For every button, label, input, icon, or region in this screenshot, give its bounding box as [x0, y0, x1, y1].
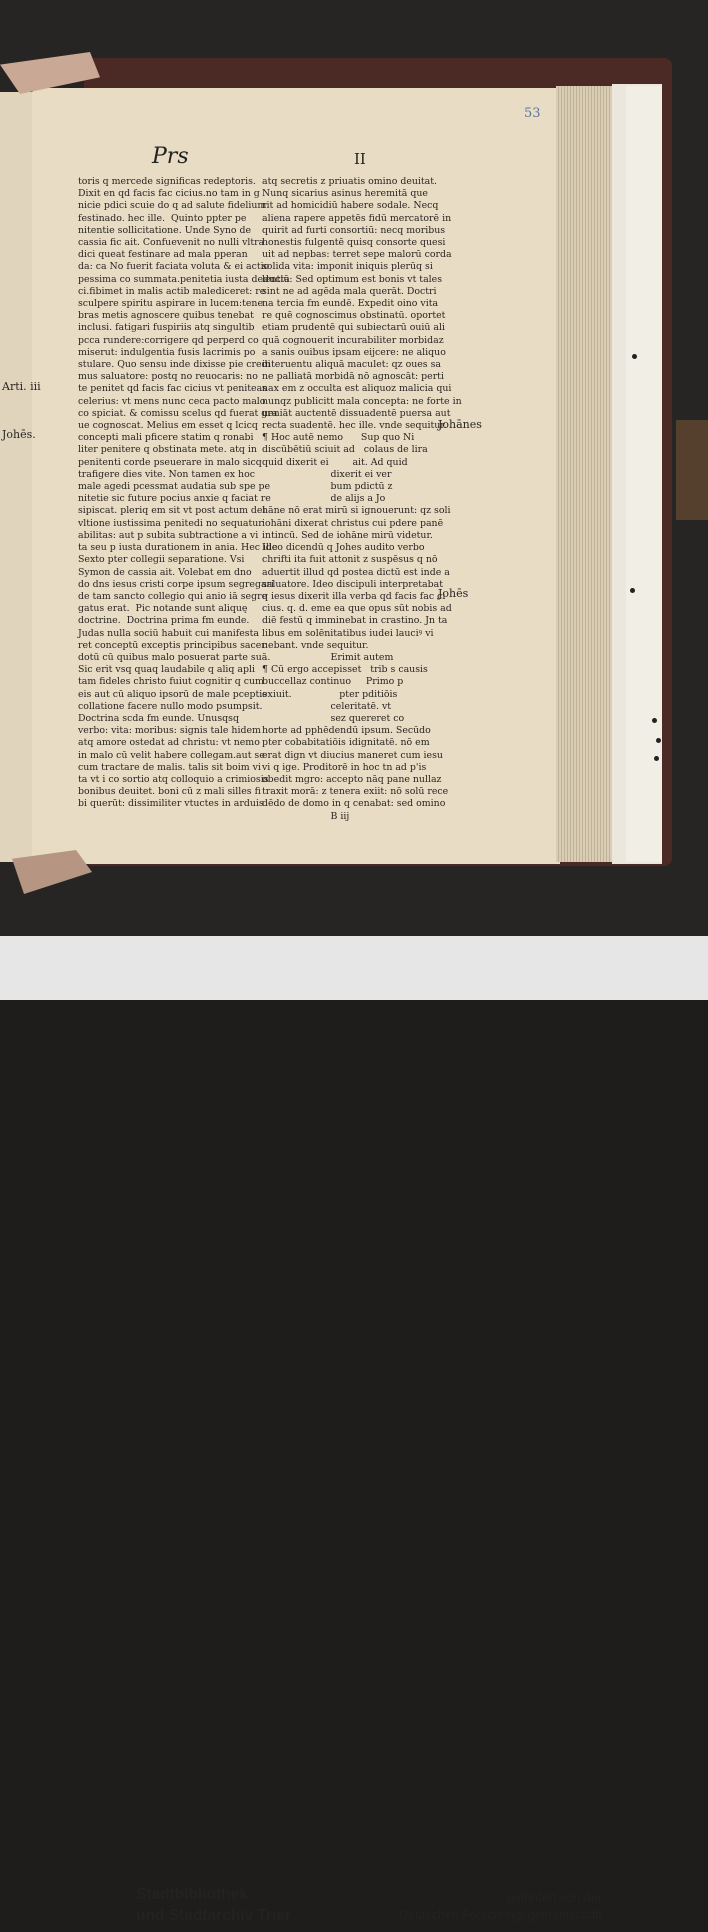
text-line: de alijs a Jo [262, 493, 386, 505]
text-line: interuentu aliquā maculet: qz oues sa [262, 359, 441, 371]
footer-bar [0, 936, 708, 1927]
text-line: discūbētiū sciuit ad colaus de lira [262, 444, 428, 456]
text-line: dēdo de domo in q cenabat: sed omino [262, 798, 446, 810]
text-line: B iij [262, 810, 350, 822]
text-line: lentiū: Sed optimum est bonis vt tales [262, 273, 443, 285]
text-line: ci.fibimet in malis actib malediceret: re [78, 285, 266, 297]
text-line: dici queat festinare ad mala pperan [78, 249, 248, 261]
dfg-logo: DFG [604, 1885, 679, 1927]
text-line: celerius: vt mens nunc ceca pacto malo [78, 395, 266, 407]
text-line: atq secretis z priuatis omino deuitat. [262, 176, 438, 187]
text-line: atq amore ostedat ad christu: vt nemo [78, 737, 260, 749]
text-line: cum tractare de malis. talis sit boim vi [78, 761, 261, 773]
text-line: do dns iesus cristi corpe ipsum segregari [78, 578, 275, 590]
text-line: libus em solēnitatibus iudei lauciꝰ vi [262, 627, 434, 639]
text-line: pessima co summata.penitetia iusta deducta [78, 273, 290, 285]
text-line: iohāni dixerat christus cui pdere panē [262, 517, 444, 529]
text-line: pter cobabitatiōis idignitatē. nō em [262, 737, 430, 749]
text-line: obedit mgro: accepto nāq pane nullaz [262, 773, 442, 785]
margin-note: Johēs [438, 587, 469, 600]
library-name [136, 1884, 291, 1926]
text-line: Doctrina scda fm eunde. Unusqsq [78, 712, 239, 724]
text-line: ta vt i co sortio atq colloquio a crimiosis [78, 773, 269, 785]
text-line: nax em z occulta est aliquoz malicia qui [262, 383, 452, 395]
text-line: de tam sancto collegio qui anio iā segre [78, 590, 268, 602]
text-line: saluatore. Ideo discipuli interpretabat [262, 578, 443, 590]
text-line: gatus erat. Pic notande sunt aliquę [78, 603, 248, 615]
text-line: Ideo dicendū q Johes audito verbo [262, 542, 425, 554]
text-line: pcca rundere:corrigere qd perperd co [78, 334, 259, 346]
margin-note: Johēs. [2, 428, 36, 441]
text-line: dotū cū quibus malo posuerat parte suā. [78, 651, 271, 663]
text-line: cassia fic ait. Confuevenit no nulli vltra [78, 237, 265, 249]
text-line: recta suadentē. hec ille. vnde sequitur. [262, 420, 447, 432]
text-line: horte ad pphēdendū ipsum. Secūdo [262, 725, 431, 737]
text-line: eis aut cū aliquo ipsorū de male pceptis [78, 688, 268, 700]
text-line: exiuit. pter pditiōis [262, 688, 398, 700]
page-number: 53 [524, 106, 541, 121]
library-line-2: und Stadtarchiv Trier [136, 1907, 292, 1924]
text-line: honestis fulgentē quisq consorte quesi [262, 237, 446, 249]
text-line: uit ad nepbas: terret sepe malorū corda [262, 249, 452, 261]
text-column-left [78, 176, 290, 811]
text-line: sipiscat. pleriq em sit vt post actum dei [78, 505, 266, 517]
text-line: chrifti ita fuit attonit z suspēsus q nō [262, 554, 438, 566]
page-header: Prs [152, 144, 189, 169]
text-line: q iesus dixerit illa verba qd facis fac ci [262, 590, 446, 602]
text-line: bonibus deuitet. boni cū z mali silles fi [78, 786, 261, 798]
text-line: ¶ Hoc autē nemo Sup quo Ni [262, 432, 415, 444]
text-line: da: ca No fuerit faciata voluta & ei actio [78, 261, 270, 273]
text-line: traxit morā: z tenera exiit: nō solū rece [262, 786, 449, 798]
text-line: Dixit en qd facis fac cicius.no tam in g [78, 188, 260, 200]
text-line: ret conceptū exceptis principibus sacer [78, 639, 266, 651]
text-line: aduertit illud qd postea dictū est inde a [262, 566, 450, 578]
text-line: Symon de cassia ait. Volebat em dno [78, 566, 252, 578]
text-line: quā cognouerit incurabiliter morbidaz [262, 334, 444, 346]
text-line: abilitas: aut p subita subtractione a vi [78, 529, 259, 541]
text-line: quirit ad furti consortiū: necq moribus [262, 224, 446, 236]
funding-line-2: Deutschen Forschungsgemeinschaft [399, 1908, 602, 1922]
text-line: uebant. vnde sequitur. [262, 639, 369, 651]
text-line: ta seu p iusta durationem in ania. Hec ille [78, 542, 278, 554]
text-line: ueniāt auctentē dissuadentē puersa aut [262, 407, 451, 419]
library-line-1: Stadtbibliothek [136, 1886, 248, 1903]
text-line: tam fideles christo fuiut cognitir q cum [78, 676, 264, 688]
text-line: ne palliatā morbidā nō agnoscāt: perti [262, 371, 444, 383]
text-line: nitentie sollicitatione. Unde Syno de [78, 224, 252, 236]
ink-dot [652, 718, 657, 723]
text-line: nunqz publicitt mala concepta: ne forte in [262, 395, 462, 407]
text-line: trafigere dies vite. Non tamen ex hoc [78, 468, 255, 480]
text-line: Erimit autem [262, 651, 394, 663]
text-line: etiam prudentē qui subiectarū ouiū ali [262, 322, 445, 334]
text-line: re quē cognoscimus obstinatū. oportet [262, 310, 446, 322]
text-line: quid dixerit ei ait. Ad quid [262, 456, 408, 468]
text-line: vltione iustissima penitedi no sequatur [78, 517, 263, 529]
text-line: bras metis agnoscere quibus tenebat [78, 310, 254, 322]
ink-dot [630, 588, 635, 593]
text-line: sez quereret co [262, 712, 405, 724]
text-line: Sexto pter collegii separatione. Vsi [78, 554, 245, 566]
page-stack-edge [556, 86, 612, 862]
ink-dot [656, 738, 661, 743]
text-line: mus saluatore: postq no reuocaris: no [78, 371, 258, 383]
text-line: festinado. hec ille. Quinto ppter pe [78, 212, 247, 224]
margin-note: Johānes [438, 418, 482, 431]
binding-tab [676, 420, 708, 520]
text-line: buccellaz continuo Primo p [262, 676, 404, 688]
ink-dot [654, 756, 659, 761]
text-line: Judas nulla sociū habuit cui manifesta [78, 627, 259, 639]
text-line: solida vita: imponit iniquis plerūq si [262, 261, 433, 273]
text-line: aliena rapere appetēs fidū mercatorē in [262, 212, 452, 224]
text-line: celeritatē. vt [262, 700, 392, 712]
text-line: in malo cū velit habere collegam.aut se [78, 749, 265, 761]
page-folio: II [354, 150, 366, 168]
margin-note: Arti. iii [2, 380, 41, 393]
text-column-right [262, 176, 462, 823]
text-line: dixerit ei ver [262, 468, 392, 480]
ink-dot [632, 354, 637, 359]
paper-flap [626, 86, 662, 862]
text-line: rit ad homicidiū habere sodale. Necq [262, 200, 439, 212]
text-line: vi q ige. Proditorē in hoc tn ad p'is [262, 761, 427, 773]
text-line: hāne nō erat mirū si ignouerunt: qz soli [262, 505, 451, 517]
text-line: concepti mali pficere statim q ronabi [78, 432, 254, 444]
text-line: male agedi pcessmat audatia sub spe pe [78, 481, 271, 493]
text-line: bum pdictū z [262, 481, 393, 493]
funding-line-1: gefördert von der [506, 1891, 602, 1905]
text-line: sculpere spiritu aspirare in lucem:tene [78, 298, 264, 310]
text-line: a sanis ouibus ipsam eijcere: ne aliquo [262, 346, 446, 358]
text-line: penitenti corde pseuerare in malo sicq [78, 456, 262, 468]
text-line: doctrine. Doctrina prima fm eunde. [78, 615, 250, 627]
text-line: na tercia fm eundē. Expedit oino vita [262, 298, 439, 310]
text-line: intincū. Sed de iohāne mirū videtur. [262, 529, 433, 541]
text-line: verbo: vita: moribus: signis tale hidem [78, 725, 261, 737]
text-line: nitetie sic future pocius anxie q faciat re [78, 493, 271, 505]
text-line: ue cognoscat. Melius em esset q lcicq [78, 420, 258, 432]
text-line: toris q mercede significas redeptoris. [78, 176, 256, 187]
text-line: co spiciat. & comissu scelus qd fuerat gra [78, 407, 278, 419]
text-line: nicie pdici scuie do q ad salute fidelium [78, 200, 267, 212]
text-line: liter penitere q obstinata mete. atq in [78, 444, 257, 456]
text-line: bi querūt: dissimiliter vtuctes in arduis [78, 798, 264, 810]
text-line: sint ne ad agēda mala querāt. Doctri [262, 285, 437, 297]
text-line: inclusi. fatigari fuspiriis atq singultib [78, 322, 255, 334]
funding-text [360, 1890, 602, 1924]
text-line: collatione facere nullo modo psumpsit. [78, 700, 263, 712]
text-line: Sic erit vsq quaq laudabile q aliq apli [78, 664, 256, 676]
text-line: ¶ Cū ergo accepisset trib s causis [262, 664, 428, 676]
scan-viewer [0, 0, 708, 936]
text-line: te penitet qd facis fac cicius vt peniteas [78, 383, 267, 395]
library-logo [12, 1878, 130, 1932]
text-line: cius. q. d. eme ea que opus sūt nobis ad [262, 603, 452, 615]
text-line: Nunq sicarius asinus heremitā que [262, 188, 428, 200]
text-line: miserut: indulgentia fusis lacrimis po [78, 346, 256, 358]
text-line: diē festū q imminebat in crastino. Jn ta [262, 615, 448, 627]
text-line: stulare. Quo sensu inde dixisse pie credi [78, 359, 271, 371]
text-line: erat dign vt diucius maneret cum iesu [262, 749, 443, 761]
